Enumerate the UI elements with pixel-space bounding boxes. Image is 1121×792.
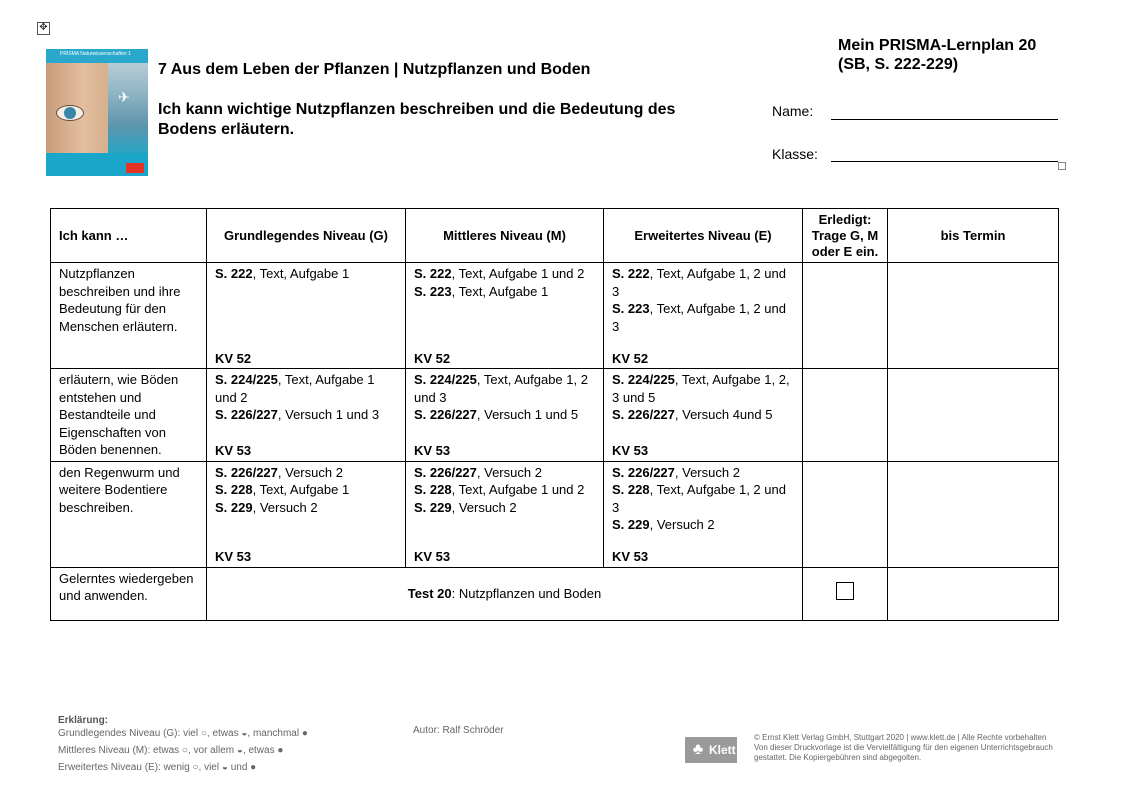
task-text: , Text, Aufgabe 1, 2, 3 und 5 — [612, 372, 790, 405]
page-ref: S. 229 — [414, 499, 452, 515]
kv-label: KV 53 — [215, 443, 252, 458]
copyright-line1: © Ernst Klett Verlag GmbH, Stuttgart 2020 | www.klett.de | Alle Rechte vorbehalten — [754, 733, 1047, 742]
name-field[interactable] — [831, 119, 1058, 120]
deadline-cell[interactable] — [888, 369, 1059, 462]
test-ref: Test 20 — [407, 585, 452, 601]
legend-title: Erklärung: — [58, 715, 109, 726]
page-ref: S. 228 — [612, 482, 650, 497]
class-label: Klasse: — [772, 146, 818, 162]
task-text: , Versuch 2 — [674, 464, 740, 480]
page-ref: S. 224/225 — [612, 372, 675, 387]
done-cell[interactable] — [803, 263, 888, 369]
page-ref: S. 228 — [215, 482, 253, 497]
plan-title-line2: (SB, S. 222-229) — [838, 56, 959, 73]
legend-g: Grundlegendes Niveau (G): viel ○, etwas ◒, manchmal ● — [58, 728, 308, 739]
can-cell: Nutzpflanzen beschreiben und ihre Bedeutung für den Menschen erläutern. — [51, 263, 207, 369]
level-e-cell — [604, 461, 803, 567]
task-text: , Text, Aufgabe 1 und 2 — [215, 372, 375, 405]
deadline-cell[interactable] — [888, 461, 1059, 567]
class-field[interactable] — [831, 161, 1058, 162]
can-cell: Gelerntes wiedergeben und anwenden. — [51, 567, 207, 620]
page-ref: S. 222 — [215, 266, 253, 281]
header-erledigt: Erledigt: Trage G, M oder E ein. — [803, 209, 888, 263]
page-ref: S. 226/227 — [414, 464, 477, 480]
done-cell[interactable] — [803, 461, 888, 567]
klett-logo-text: Klett — [709, 743, 736, 757]
level-g-cell — [207, 369, 406, 462]
can-cell: erläutern, wie Böden entstehen und Bestandteile und Eigenschaften von Böden benennen. — [51, 369, 207, 462]
cover-face — [46, 63, 108, 153]
task-text: , Text, Aufgabe 1, 2 und 3 — [612, 301, 786, 334]
header-erweitert: Erweitertes Niveau (E) — [604, 209, 803, 263]
task-text: , Versuch 2 — [476, 464, 542, 480]
header-ich-kann: Ich kann … — [51, 209, 207, 263]
task-text: , Versuch 1 und 3 — [277, 407, 380, 422]
page-ref: S. 223 — [414, 283, 452, 299]
task-text: , Text, Aufgabe 1 und 2 — [451, 482, 585, 497]
level-g-cell — [207, 263, 406, 369]
test-cell — [207, 567, 803, 620]
page-ref: S. 224/225 — [215, 372, 278, 387]
cover-klett-logo — [126, 163, 144, 173]
task-text: , Versuch 1 und 5 — [476, 407, 579, 422]
task-text: , Versuch 2 — [252, 499, 318, 515]
test-text: : Nutzpflanzen und Boden — [451, 585, 602, 601]
table-move-handle-icon[interactable]: ✥ — [37, 22, 50, 35]
task-text: , Text, Aufgabe 1 und 2 — [451, 266, 585, 281]
chapter-title: 7 Aus dem Leben der Pflanzen | Nutzpflanzen und Boden — [158, 61, 591, 78]
page-ref: S. 226/227 — [414, 407, 477, 422]
kv-label: KV 53 — [612, 549, 649, 564]
level-e-cell — [604, 369, 803, 462]
page-ref: S. 226/227 — [215, 407, 278, 422]
task-text: , Text, Aufgabe 1 — [451, 283, 549, 299]
done-cell[interactable] — [803, 369, 888, 462]
legend — [58, 712, 308, 776]
cover-bird-icon: ✈ — [118, 89, 130, 105]
plan-title — [838, 36, 1036, 74]
done-checkbox[interactable] — [836, 582, 854, 600]
page-ref: S. 222 — [414, 266, 452, 281]
level-e-cell — [604, 263, 803, 369]
kv-label: KV 53 — [215, 549, 252, 564]
task-text: , Versuch 2 — [277, 464, 343, 480]
done-cell — [803, 567, 888, 620]
kv-label: KV 53 — [414, 549, 451, 564]
task-text: , Text, Aufgabe 1 — [252, 482, 350, 497]
table-row — [51, 369, 1059, 462]
name-label: Name: — [772, 103, 814, 119]
legend-m: Mittleres Niveau (M): etwas ○, vor allem ◒, etwas ● — [58, 745, 284, 756]
copyright-line2: Von dieser Druckvorlage ist die Vervielfältigung für den eigenen Unterrichtsgebrauch gestattet. Die Kopiergebühren sind abgegolten. — [754, 743, 1053, 762]
page-ref: S. 229 — [612, 517, 650, 532]
page-ref: S. 226/227 — [612, 464, 675, 480]
level-m-cell — [406, 369, 604, 462]
task-text: , Versuch 4und 5 — [674, 407, 773, 422]
learning-plan-table — [50, 208, 1059, 621]
can-cell: den Regenwurm und weitere Bodentiere beschreiben. — [51, 461, 207, 567]
task-text: , Versuch 2 — [649, 517, 715, 532]
table-row — [51, 461, 1059, 567]
cover-subject: Naturwissenschaften 1 — [80, 51, 131, 57]
resize-handle-icon[interactable] — [1058, 162, 1066, 170]
header-termin: bis Termin — [888, 209, 1059, 263]
page-ref: S. 229 — [215, 499, 253, 515]
header-mittel: Mittleres Niveau (M) — [406, 209, 604, 263]
task-text: , Text, Aufgabe 1, 2 und 3 — [612, 266, 786, 299]
klett-logo — [685, 737, 737, 763]
table-row — [51, 567, 1059, 620]
page-ref: S. 223 — [612, 301, 650, 316]
page-ref: S. 222 — [612, 266, 650, 281]
kv-label: KV 53 — [612, 443, 649, 458]
header-grundlegend: Grundlegendes Niveau (G) — [207, 209, 406, 263]
level-m-cell — [406, 461, 604, 567]
kv-label: KV 52 — [612, 350, 649, 366]
page-ref: S. 224/225 — [414, 372, 477, 387]
table-header-row — [51, 209, 1059, 263]
task-text: , Versuch 2 — [451, 499, 517, 515]
plan-title-line1: Mein PRISMA-Lernplan 20 — [838, 37, 1037, 54]
task-text: , Text, Aufgabe 1, 2 und 3 — [414, 372, 588, 405]
legend-e: Erweitertes Niveau (E): wenig ○, viel ◒ und ● — [58, 762, 257, 773]
cover-eye — [56, 105, 84, 121]
cover-series: PRISMA — [60, 51, 79, 57]
page-ref: S. 226/227 — [215, 464, 278, 480]
learning-goal: Ich kann wichtige Nutzpflanzen beschreiben und die Bedeutung des Bodens erläutern. — [158, 101, 676, 138]
klett-tree-icon: ♣ — [692, 741, 704, 758]
task-text: , Text, Aufgabe 1 — [252, 266, 350, 281]
level-g-cell — [207, 461, 406, 567]
kv-label: KV 52 — [215, 350, 252, 366]
task-text: , Text, Aufgabe 1, 2 und 3 — [612, 482, 786, 515]
deadline-cell[interactable] — [888, 567, 1059, 620]
kv-label: KV 52 — [414, 350, 451, 366]
table-row — [51, 263, 1059, 369]
kv-label: KV 53 — [414, 443, 451, 458]
level-m-cell — [406, 263, 604, 369]
deadline-cell[interactable] — [888, 263, 1059, 369]
page-ref: S. 228 — [414, 482, 452, 497]
author: Autor: Ralf Schröder — [413, 725, 504, 736]
page-ref: S. 226/227 — [612, 407, 675, 422]
book-cover-image — [46, 49, 148, 176]
copyright — [754, 733, 1074, 763]
